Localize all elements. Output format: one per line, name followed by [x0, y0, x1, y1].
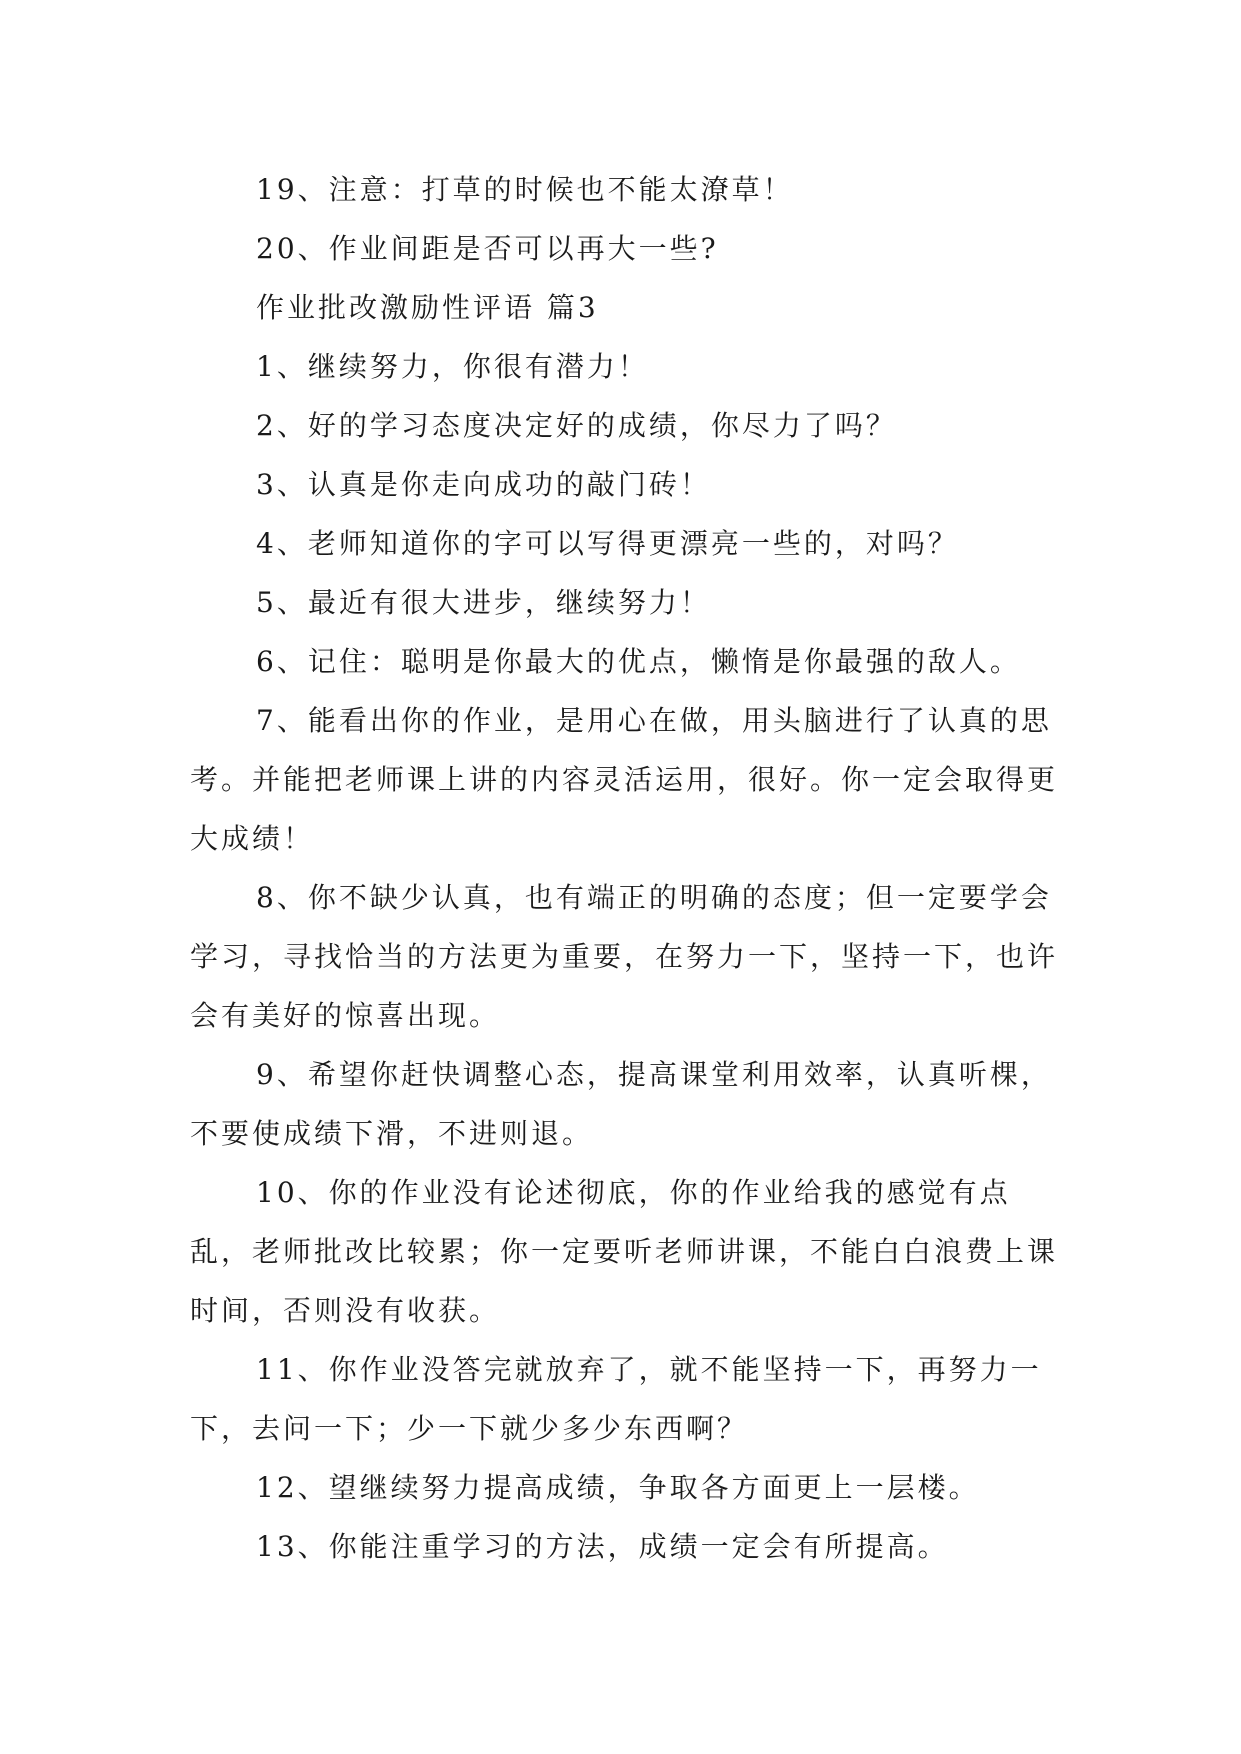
comment-item-12: 12、望继续努力提高成绩，争取各方面更上一层楼。 — [256, 1471, 980, 1504]
comment-item-10: 10、你的作业没有论述彻底，你的作业给我的感觉有点乱，老师批改比较累；你一定要听老师讲课，不能白白浪费上课时间，否则没有收获。 — [190, 1176, 1059, 1327]
comment-item-7: 7、能看出你的作业，是用心在做，用头脑进行了认真的思考。并能把老师课上讲的内容灵活运用，很好。你一定会取得更大成绩！ — [190, 704, 1059, 855]
comment-item-6: 6、记住：聪明是你最大的优点，懒惰是你最强的敌人。 — [256, 645, 1021, 678]
comment-item-8: 8、你不缺少认真，也有端正的明确的态度；但一定要学会学习，寻找恰当的方法更为重要，在努力一下，坚持一下，也许会有美好的惊喜出现。 — [190, 881, 1059, 1032]
comment-item-20: 20、作业间距是否可以再大一些? — [256, 232, 719, 265]
comment-item-9: 9、希望你赶快调整心态，提高课堂利用效率，认真听棵，不要使成绩下滑，不进则退。 — [190, 1058, 1052, 1150]
comment-item-3: 3、认真是你走向成功的敲门砖！ — [256, 468, 711, 501]
comment-item-1: 1、继续努力，你很有潜力！ — [256, 350, 649, 383]
document-page — [190, 160, 1062, 1576]
comment-item-19: 19、注意：打草的时候也不能太潦草！ — [256, 173, 794, 206]
section-heading: 作业批改激励性评语 篇3 — [256, 291, 599, 324]
comment-item-11: 11、你作业没答完就放弃了，就不能坚持一下，再努力一下，去问一下；少一下就少多少东西啊？ — [190, 1353, 1042, 1445]
comment-item-4: 4、老师知道你的字可以写得更漂亮一些的，对吗？ — [256, 527, 959, 560]
comment-item-5: 5、最近有很大进步，继续努力！ — [256, 586, 711, 619]
comment-item-2: 2、好的学习态度决定好的成绩，你尽力了吗？ — [256, 409, 897, 442]
comment-item-13: 13、你能注重学习的方法，成绩一定会有所提高。 — [256, 1530, 949, 1563]
